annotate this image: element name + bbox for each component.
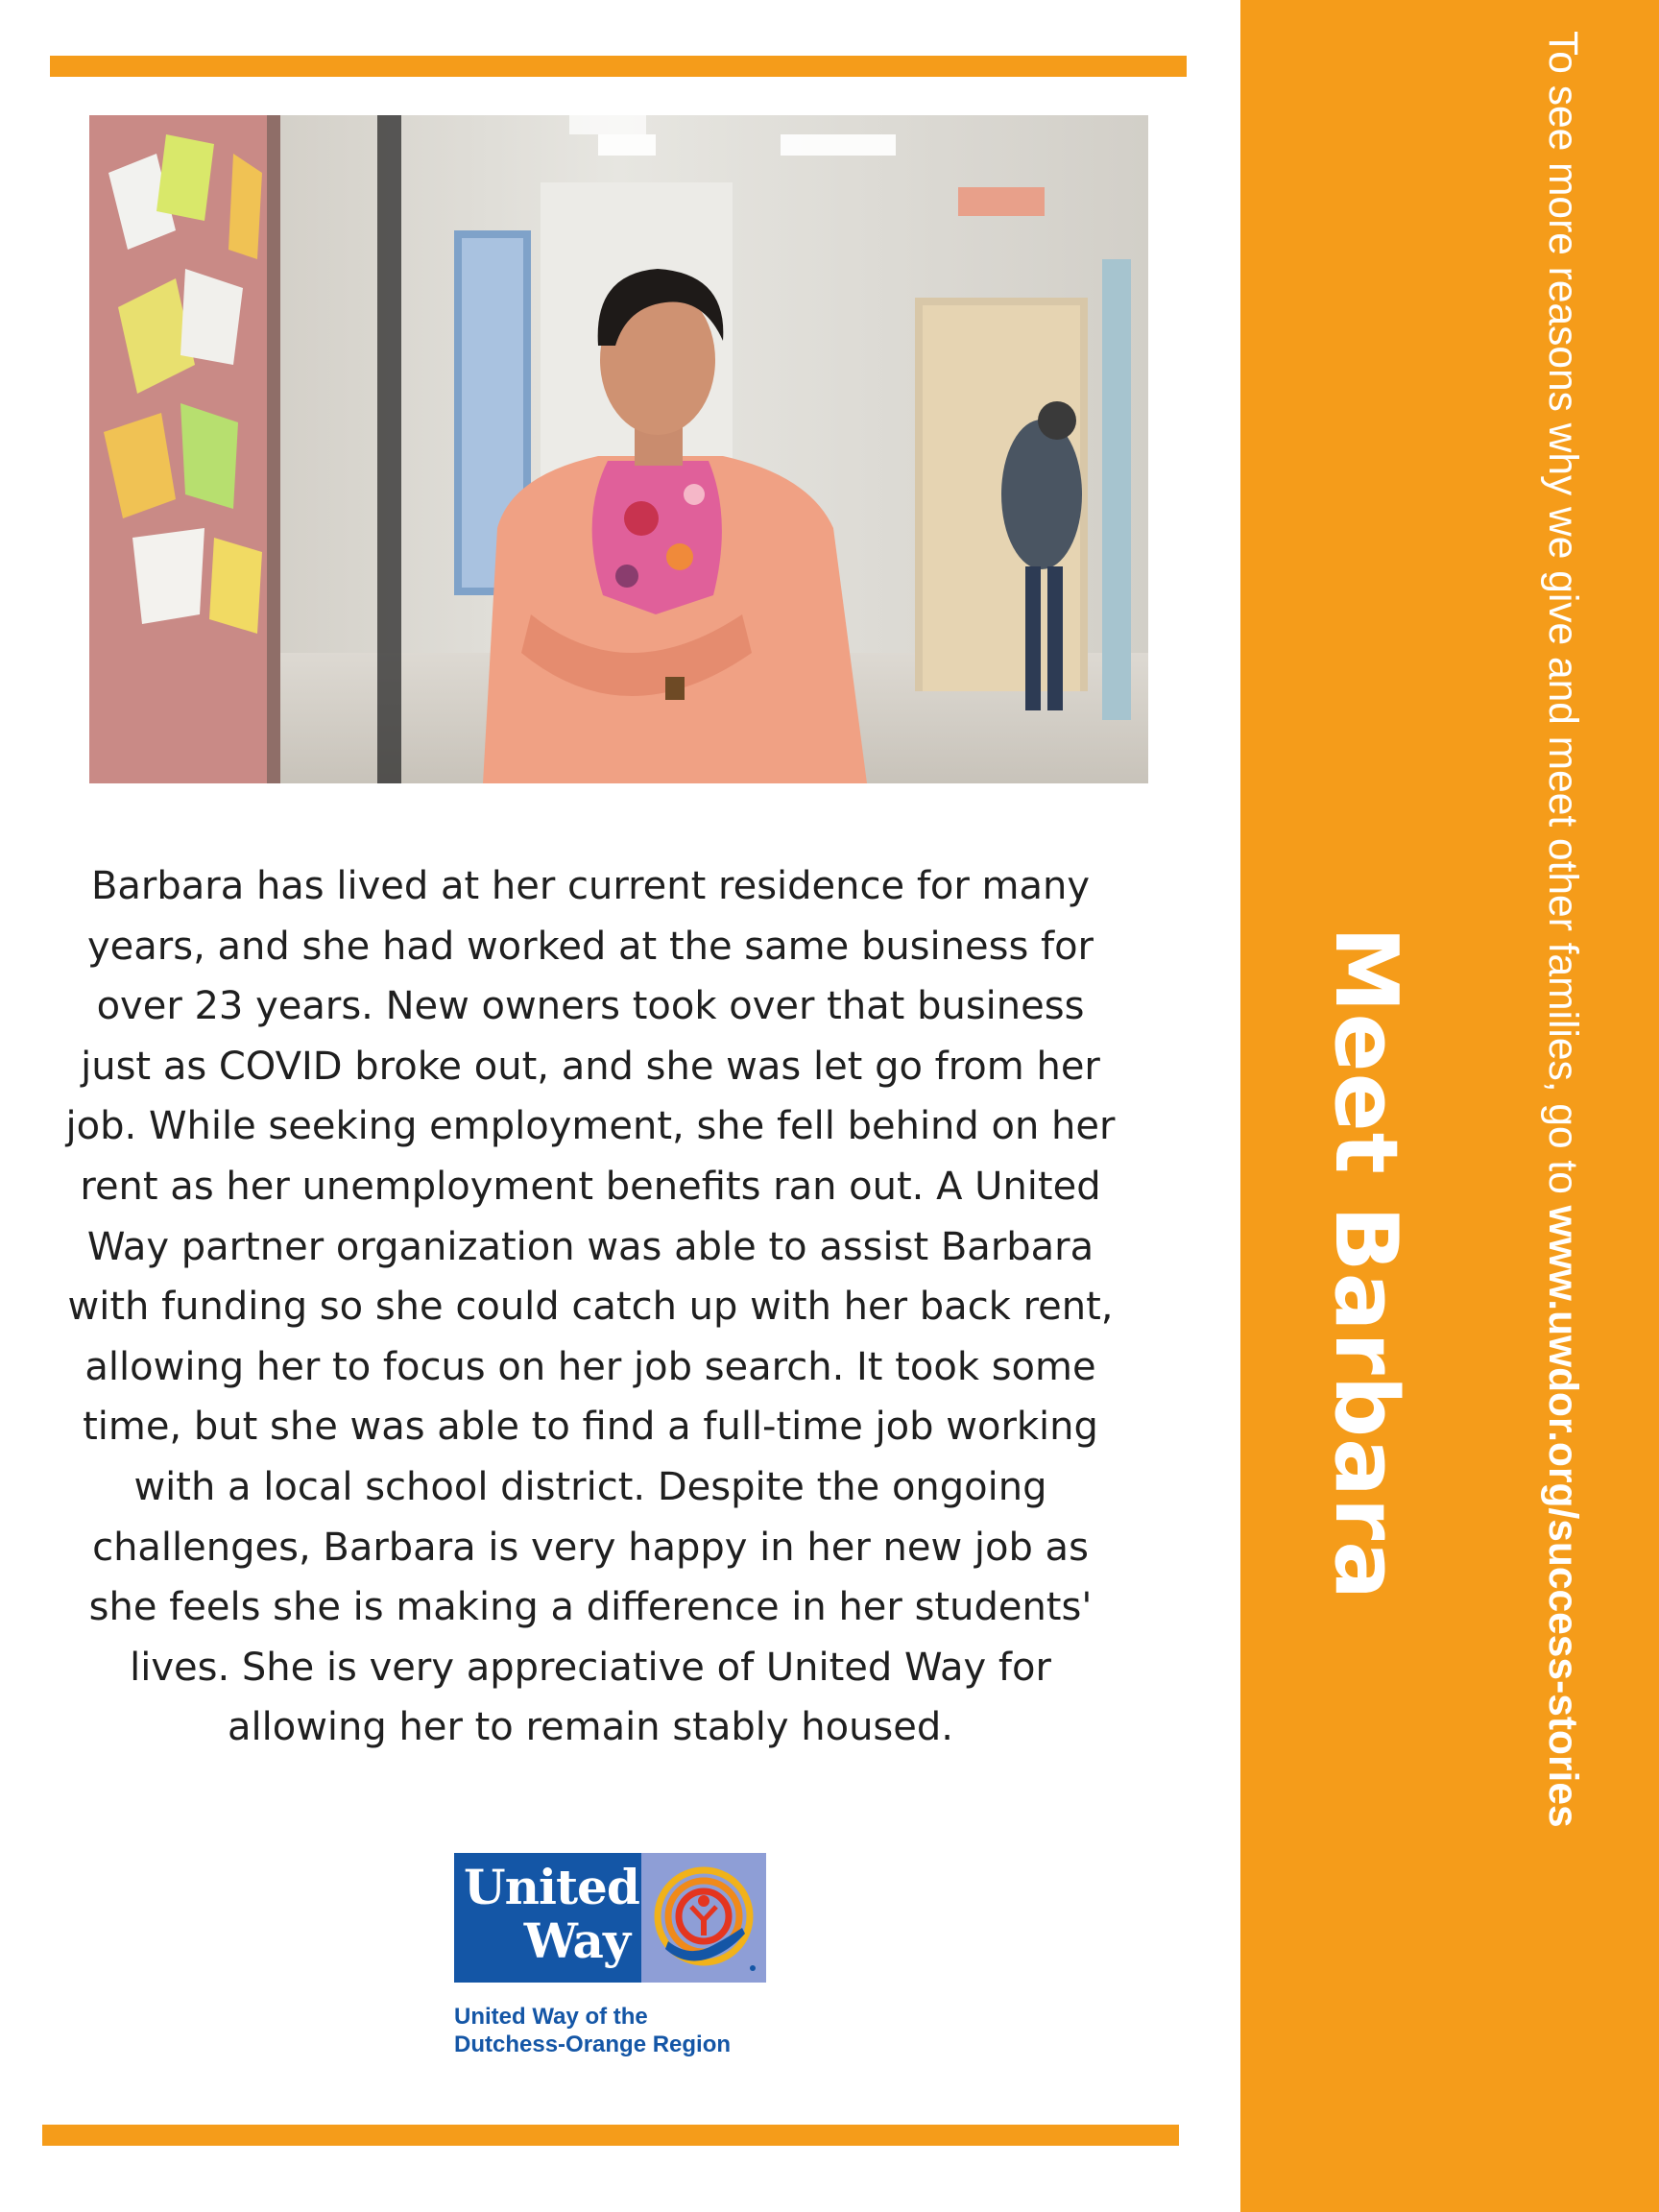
story-paragraph: Barbara has lived at her current residence for many years, and she had worked at the same business for over 23 years. New owners took over that business just as COVID broke out, and she was let go from her job. While seeking employment, she fell behind on her rent as her unemployment benefits ran out. A United Way partner organization was able to assist Barbara with funding so she could catch up with her back rent, allowing her to focus on her job search. It took some time, but she was able to find a full-time job working with a local school district. Despite the ongoing challenges, Barbara is very happy in her new job as she feels she is making a difference in her students' lives. She is very appreciative of United Way for allowing her to remain stably housed. <box>65 864 1116 1750</box>
logo-word-united: United <box>464 1859 639 1915</box>
united-way-logo <box>454 1853 766 1983</box>
barbara-photo <box>89 115 1148 783</box>
rainbow-hand-icon <box>641 1853 766 1983</box>
org-name-line-2: Dutchess-Orange Region <box>454 2032 732 2057</box>
org-name <box>454 2003 800 2058</box>
bottom-accent-bar <box>42 2125 1179 2146</box>
top-accent-bar <box>50 56 1187 77</box>
logo-word-way: Way <box>523 1912 630 1969</box>
sidebar-note <box>1538 31 1586 1828</box>
sidebar-title: Meet Barbara <box>1315 926 1416 1600</box>
hallway-portrait-illustration <box>89 115 1148 783</box>
sidebar-note-text: To see more reasons why we give and meet other families, go to <box>1540 31 1585 1206</box>
org-name-line-1: United Way of the <box>454 2004 648 2030</box>
success-stories-link[interactable]: www.uwdor.org/success-stories <box>1540 1205 1585 1828</box>
logo-wordmark-block <box>454 1853 641 1983</box>
orange-sidebar <box>1240 0 1659 2212</box>
